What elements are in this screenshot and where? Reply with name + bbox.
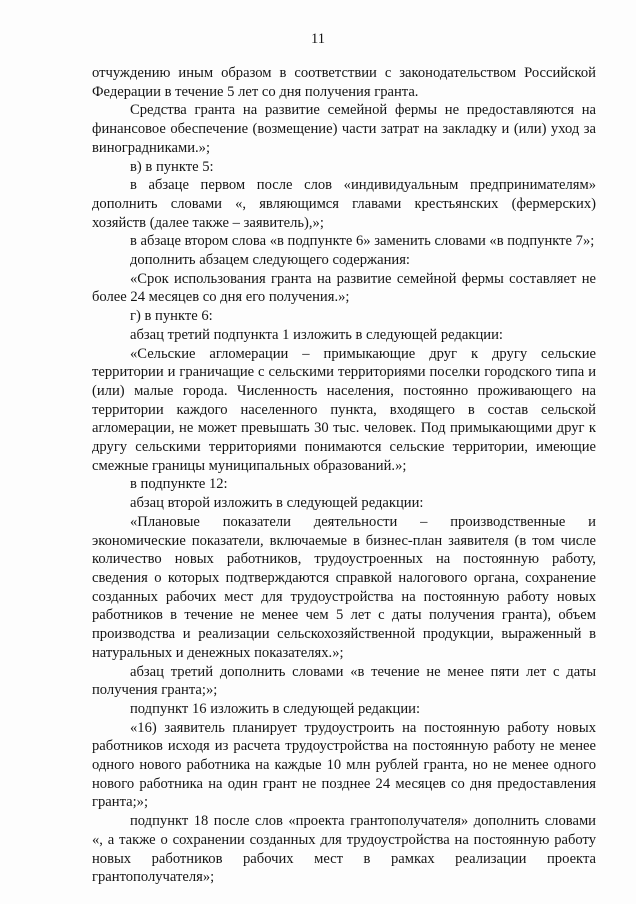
- paragraph-third-abzac: абзац третий дополнить словами «в течение не менее пяти лет с даты получения гранта;»;: [92, 663, 596, 699]
- paragraph-add-abzac: дополнить абзацем следующего содержания:: [130, 252, 410, 269]
- paragraph-second-abzac-edit: абзац второй изложить в следующей редакции:: [130, 495, 424, 512]
- paragraph-employment: «16) заявитель планирует трудоустроить на постоянную работу новых работников исходя из расчета трудоустройства на постоянную работу не менее одного нового работника на каждые 10 млн рублей гранта, но не менее одного нового работника на один грант не позднее 24 месяцев со дня предоставления гранта;»;: [92, 719, 596, 811]
- paragraph-subitem-12: в подпункте 12:: [130, 476, 228, 493]
- paragraph-item-g: г) в пункте 6:: [130, 308, 213, 325]
- paragraph-continuation: отчуждению иным образом в соответствии с законодательством Российской Федерации в течение 5 лет со дня получения гранта.: [92, 65, 596, 100]
- paragraph-grant-funds: Средства гранта на развитие семейной фермы не предоставляются на финансовое обеспечение (возмещение) части затрат на закладку и (или) уход за виноградниками.»;: [92, 102, 596, 156]
- paragraph-second-abzac: в абзаце втором слова «в подпункте 6» заменить словами «в подпункте 7»;: [130, 233, 595, 250]
- paragraph-subitem-16: подпункт 16 изложить в следующей редакции:: [130, 700, 421, 717]
- paragraph-agglomerations: «Сельские агломерации – примыкающие друг к другу сельские территории и граничащие с сельскими территориями поселки городского типа и (или) малые города. Численность населения, постоянно проживающего на территории каждого населенного пункта, входящего в состав сельской агломерации, не может превышать 30 тыс. человек. Под примыкающими друг к другу сельскими территориями понимаются сельские территории, имеющие смежные границы муниципальных образований.»;: [92, 345, 596, 474]
- document-body: [92, 64, 596, 887]
- paragraph-subitem-1: абзац третий подпункта 1 изложить в следующей редакции:: [130, 326, 503, 343]
- page-number: 11: [311, 31, 325, 47]
- paragraph-grant-term: «Срок использования гранта на развитие семейной фермы составляет не более 24 месяцев со дня его получения.»;: [92, 270, 596, 306]
- paragraph-subitem-18: подпункт 18 после слов «проекта грантополучателя» дополнить словами «, а также о сохранении созданных для трудоустройства на постоянную работу новых работников рабочих мест в рамках реализации проекта грантополучателя»;: [92, 813, 596, 886]
- paragraph-first-abzac: в абзаце первом после слов «индивидуальным предпринимателям» дополнить словами «, являющимся главами крестьянских (фермерских) хозяйств (далее также – заявитель),»;: [92, 177, 596, 231]
- paragraph-item-v: в) в пункте 5:: [130, 158, 214, 175]
- paragraph-planned-indicators: «Плановые показатели деятельности – производственные и экономические показатели, включаемые в бизнес-план заявителя (в том числе количество новых работников, трудоустроенных на постоянную работу, сведения о которых подтверждаются справкой налогового органа, сохранение созданных рабочих мест для трудоустройства на постоянную работу новых работников в течение не менее чем 5 лет с даты получения гранта), объем производства и реализации сельскохозяйственной продукции, выраженный в натуральных и денежных показателях.»;: [92, 513, 596, 661]
